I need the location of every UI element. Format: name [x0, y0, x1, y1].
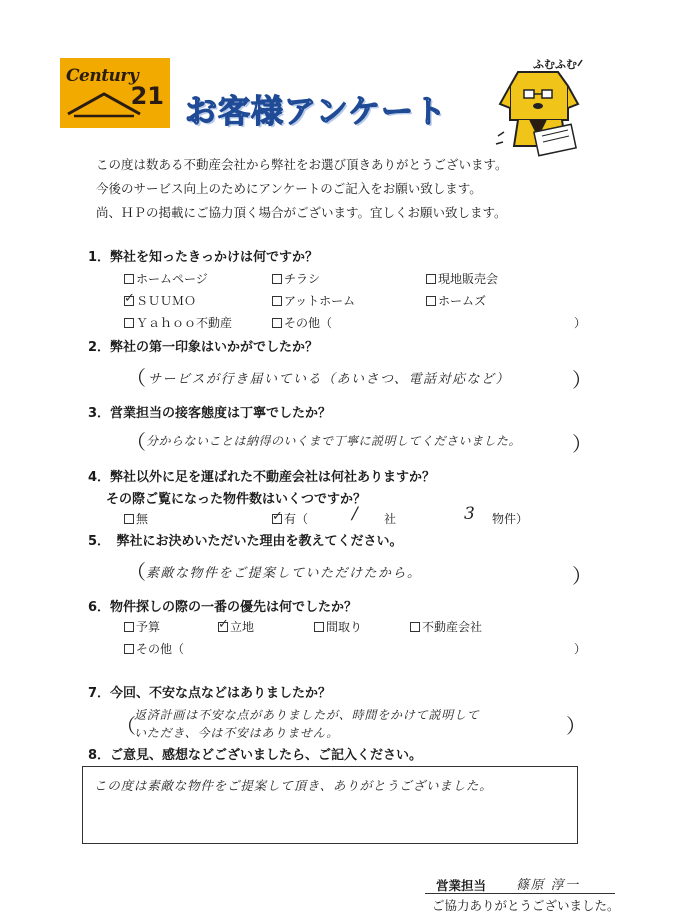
checkbox-checked[interactable] [124, 291, 135, 306]
q7-answer-line-2[interactable]: いただき、今は不安はありません。 [134, 726, 340, 740]
checkbox[interactable] [272, 274, 282, 284]
q4-option-yes[interactable]: ✓ 有（ [272, 509, 309, 526]
checkbox[interactable] [124, 318, 134, 328]
check-mark-icon: ✓ [272, 509, 283, 524]
checkbox-checked[interactable] [218, 617, 229, 632]
logo-brand-text: Century [66, 66, 139, 86]
q1-option-suumo[interactable]: ✓ ＳＵＵＭＯ [124, 291, 197, 308]
q1-option-homes[interactable]: ホームズ [426, 292, 486, 309]
q1-close-paren: ） [574, 316, 587, 330]
question-8: 8．ご意見、感想などございましたら、ご記入ください。 [88, 748, 423, 763]
q5-open-paren: （ [126, 560, 146, 584]
q4-option-none[interactable]: 無 [124, 510, 148, 527]
footer-thanks: ご協力ありがとうございました。 [432, 898, 620, 913]
q6-option-location[interactable]: ✓ 立地 [218, 617, 255, 634]
q7-answer-line-1[interactable]: 返済計画は不安な点がありましたが、時間をかけて説明して [134, 708, 480, 722]
question-4-sub: その際ご覧になった物件数はいくつですか？ [106, 492, 367, 507]
checkbox[interactable] [272, 318, 282, 328]
question-2: 2．弊社の第一印象はいかがでしたか？ [88, 340, 319, 355]
checkbox[interactable] [124, 514, 134, 524]
intro-line-3: 尚、ＨＰの掲載にご協力頂く場合がございます。宜しくお願い致します。 [96, 205, 507, 220]
mascot-speech: ふむふむ [533, 58, 577, 71]
q1-option-other[interactable]: その他（ [272, 314, 332, 331]
checkbox[interactable] [314, 622, 324, 632]
question-5: 5． 弊社にお決めいただいた理由を教えてください。 [88, 534, 403, 549]
check-mark-icon: ✓ [124, 291, 135, 306]
q2-answer[interactable]: サービスが行き届いている（あいさつ、電話対応など） [148, 372, 510, 387]
q1-option-flyer[interactable]: チラシ [272, 270, 320, 287]
question-7: 7．今回、不安な点などはありましたか？ [88, 686, 332, 701]
checkbox-checked[interactable] [272, 509, 283, 524]
q4-property-count[interactable]: 3 [464, 504, 477, 524]
checkbox[interactable] [124, 622, 134, 632]
question-3: 3．営業担当の接客態度は丁寧でしたか？ [88, 406, 332, 421]
q6-option-floor-plan[interactable]: 間取り [314, 618, 362, 635]
q3-close-paren: ） [572, 432, 592, 456]
q1-option-open-house[interactable]: 現地販売会 [426, 270, 498, 287]
staff-signature-line [425, 893, 615, 894]
intro-line-1: この度は数ある不動産会社から弊社をお選び頂きありがとうございます。 [96, 157, 508, 172]
staff-label: 営業担当 [436, 878, 487, 893]
page-title: お客様アンケート [185, 92, 448, 130]
q6-option-agency[interactable]: 不動産会社 [410, 618, 482, 635]
intro-line-2: 今後のサービス向上のためにアンケートのご記入をお願い致します。 [96, 181, 482, 196]
q1-option-homepage[interactable]: ホームページ [124, 270, 208, 287]
q1-option-yahoo[interactable]: Ｙａｈｏｏ不動産 [124, 314, 232, 331]
checkbox[interactable] [124, 644, 134, 654]
check-mark-icon: ✓ [218, 617, 229, 632]
q1-option-athome[interactable]: アットホーム [272, 292, 355, 309]
q3-open-paren: （ [126, 430, 146, 454]
q4-property-unit: 物件） [492, 512, 529, 526]
q6-option-budget[interactable]: 予算 [124, 618, 160, 635]
q2-open-paren: （ [126, 366, 146, 390]
q6-option-other[interactable]: その他（ [124, 640, 184, 657]
q6-close-paren: ） [574, 642, 587, 656]
q5-close-paren: ） [572, 564, 592, 588]
logo-brand-number: 21 [130, 82, 164, 110]
q2-close-paren: ） [572, 368, 592, 392]
q5-answer[interactable]: 素敵な物件をご提案していただけたから。 [146, 566, 422, 581]
checkbox[interactable] [124, 274, 134, 284]
q7-open-paren: （ [116, 714, 136, 738]
staff-name: 篠原 淳一 [516, 878, 580, 893]
q8-answer[interactable]: この度は素敵な物件をご提案して頂き、ありがとうございました。 [94, 778, 493, 793]
checkbox[interactable] [426, 296, 436, 306]
question-4: 4．弊社以外に足を運ばれた不動産会社は何社ありますか？ [88, 470, 436, 485]
checkbox[interactable] [410, 622, 420, 632]
checkbox[interactable] [426, 274, 436, 284]
q4-company-count[interactable]: / [352, 504, 360, 524]
q7-close-paren: ） [566, 714, 586, 738]
checkbox[interactable] [272, 296, 282, 306]
question-1: 1．弊社を知ったきっかけは何ですか？ [88, 250, 319, 265]
dog-mascot-icon [490, 58, 590, 158]
question-6: 6．物件探しの際の一番の優先は何でしたか？ [88, 600, 358, 615]
q3-answer[interactable]: 分からないことは納得のいくまで丁寧に説明してくださいました。 [146, 434, 522, 448]
q4-company-unit: 社 [384, 512, 397, 526]
century21-logo [60, 58, 170, 128]
